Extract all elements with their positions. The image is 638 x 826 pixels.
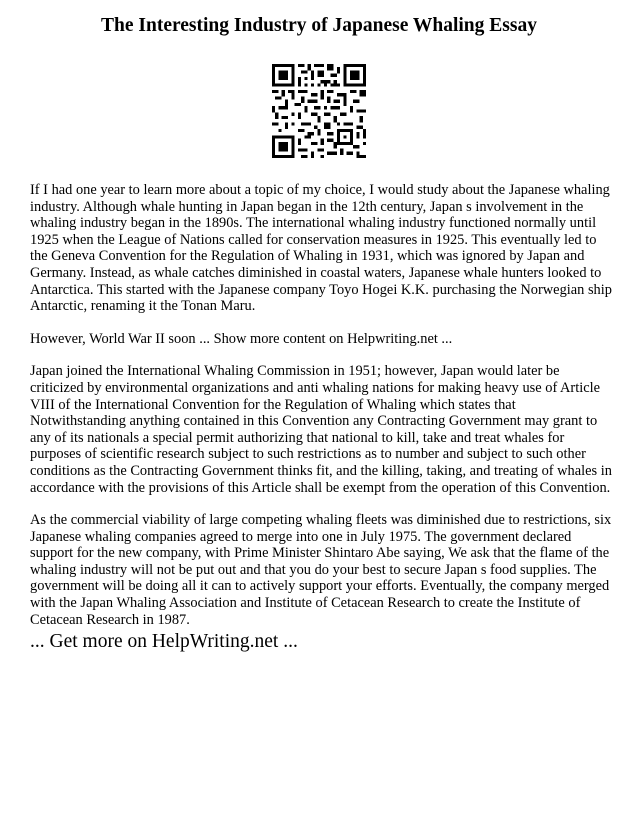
- paragraph-2-block: [30, 331, 615, 496]
- paragraph-3: As the commercial viability of large competing whaling fleets was diminished due to restrictions, six Japanese whaling companies agreed to merge into one in July 1975. The government declared support for the new company, with Prime Minister Shintaro Abe saying, We ask that the flame of the whaling industry will not be put out and that you do your best to secure Japan s food supplies. The government will be doing all it can to actively support your efforts. Eventually, the company merged with the Japan Whaling Association and Institute of Cetacean Research to create the Institute of Cetacean Research in 1987.: [30, 512, 612, 628]
- paragraph-2: Japan joined the International Whaling Commission in 1951; however, Japan would later be criticized by environmental organizations and anti whaling nations for making heavy use of Article VIII of the International Convention for the Regulation of Whaling which states that Notwithstanding anything contained in this Convention any Contracting Government may grant to any of its nationals a special permit authorizing that national to kill, take and treat whales for purposes of scientific research subject to such restrictions as to number and subject to such other conditions as the Contracting Government thinks fit, and the killing, taking, and treating of whales in accordance with the provisions of this Article shall be exempt from the operation of this Convention.: [30, 363, 612, 496]
- essay-body: [30, 182, 615, 644]
- qr-code-icon: [272, 64, 366, 158]
- page-title: The Interesting Industry of Japanese Whaling Essay: [101, 15, 537, 36]
- get-more-link[interactable]: ... Get more on HelpWriting.net ...: [30, 631, 298, 652]
- show-more-line[interactable]: However, World War II soon ... Show more content on Helpwriting.net ...: [30, 330, 453, 347]
- paragraph-1: If I had one year to learn more about a topic of my choice, I would study about the Japanese whaling industry. Although whale hunting in Japan began in the 12th century, Japan s involvement in the whaling industry began in the 1890s. The international whaling industry functioned normally until 1925 when the League of Nations called for conservation measures in 1925. This eventually led to the Geneva Convention for the Regulation of Whaling in 1931, which was ignored by Japan and Germany. Instead, as whale catches diminished in coastal waters, Japanese whale hunters looked to Antarctica. This started with the Japanese company Toyo Hogei K.K. purchasing the Norwegian ship Antarctic, renaming it the Tonan Maru.: [30, 182, 612, 315]
